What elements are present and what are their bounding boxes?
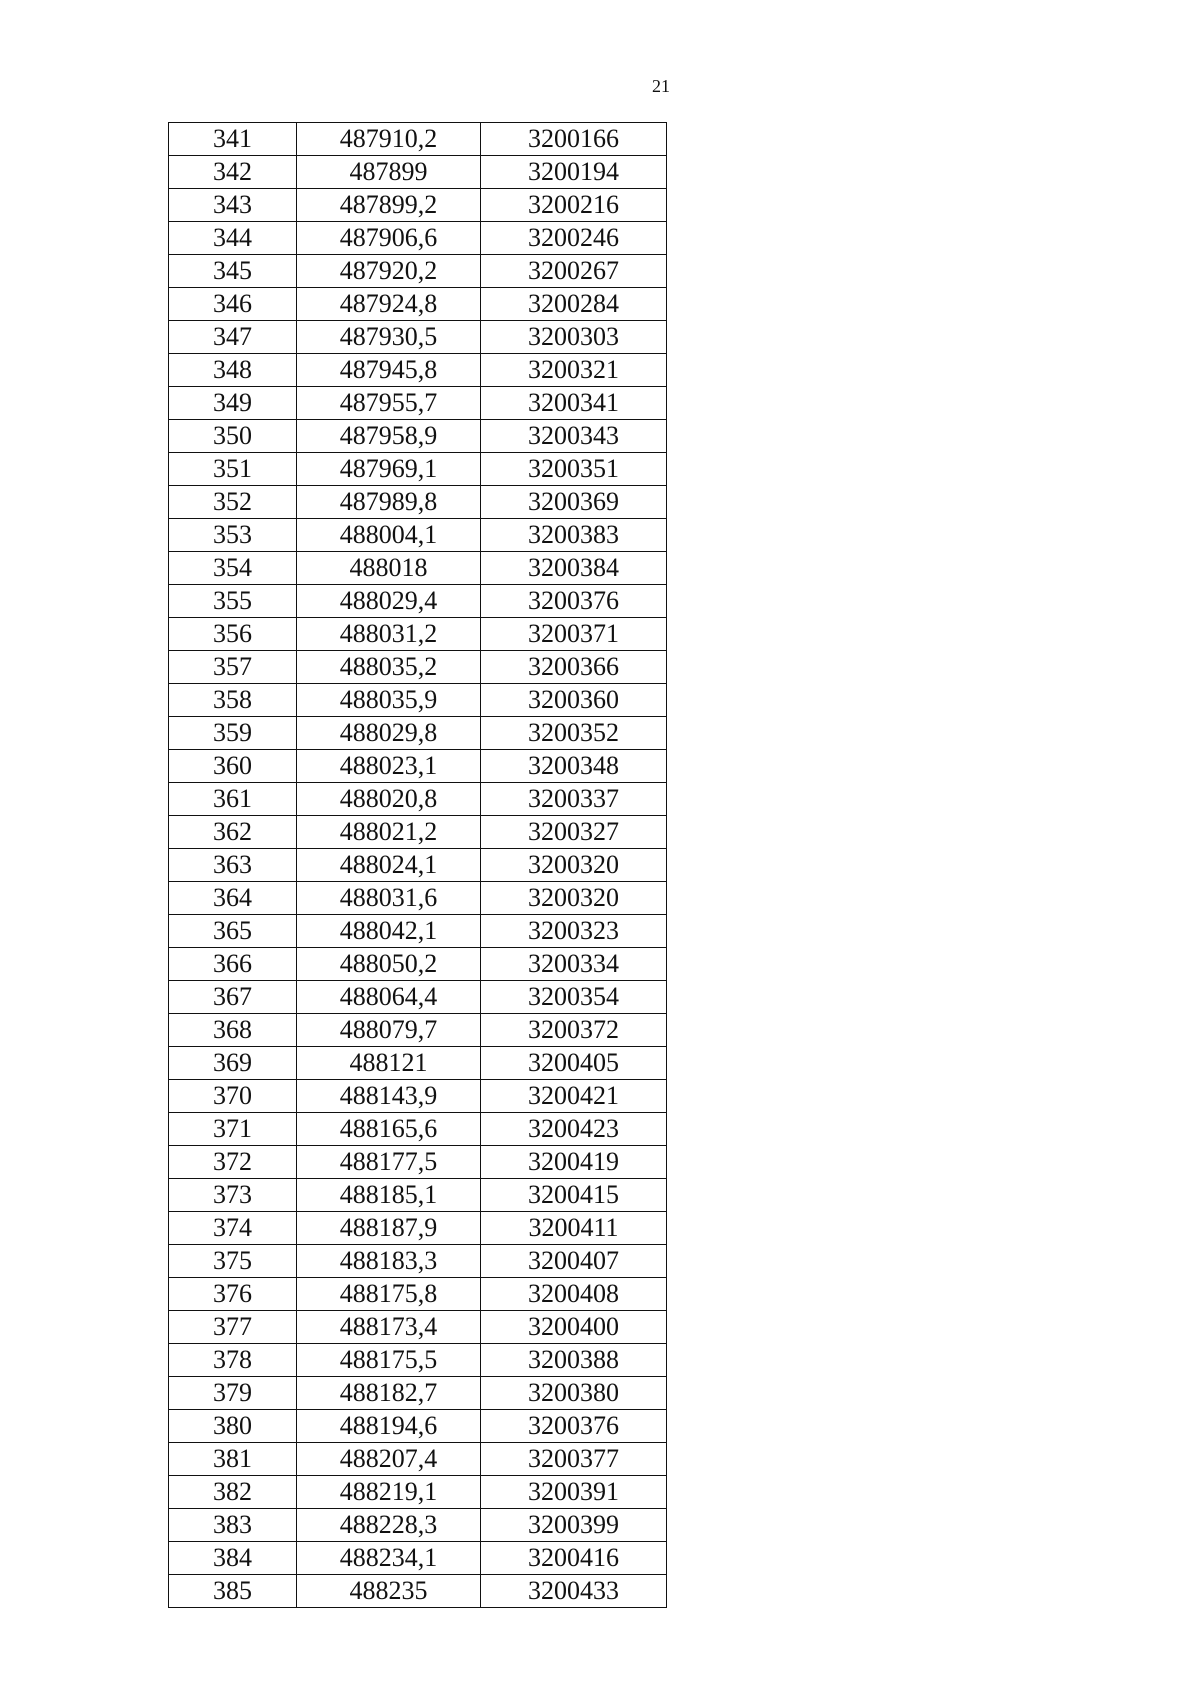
point-number-cell: 350: [169, 420, 297, 453]
point-number-cell: 342: [169, 156, 297, 189]
x-coordinate-cell: 488029,4: [297, 585, 481, 618]
point-number-cell: 375: [169, 1245, 297, 1278]
y-coordinate-cell: 3200337: [481, 783, 667, 816]
point-number-cell: 362: [169, 816, 297, 849]
x-coordinate-cell: 487924,8: [297, 288, 481, 321]
point-number-cell: 381: [169, 1443, 297, 1476]
x-coordinate-cell: 488177,5: [297, 1146, 481, 1179]
x-coordinate-cell: 487899: [297, 156, 481, 189]
table-row: [169, 354, 667, 387]
table-row: [169, 651, 667, 684]
point-number-cell: 368: [169, 1014, 297, 1047]
x-coordinate-cell: 488165,6: [297, 1113, 481, 1146]
y-coordinate-cell: 3200391: [481, 1476, 667, 1509]
x-coordinate-cell: 488121: [297, 1047, 481, 1080]
table-row: [169, 1146, 667, 1179]
y-coordinate-cell: 3200411: [481, 1212, 667, 1245]
y-coordinate-cell: 3200380: [481, 1377, 667, 1410]
table-row: [169, 321, 667, 354]
table-row: [169, 1542, 667, 1575]
x-coordinate-cell: 488021,2: [297, 816, 481, 849]
y-coordinate-cell: 3200369: [481, 486, 667, 519]
x-coordinate-cell: 487945,8: [297, 354, 481, 387]
x-coordinate-cell: 488042,1: [297, 915, 481, 948]
y-coordinate-cell: 3200303: [481, 321, 667, 354]
table-row: [169, 1575, 667, 1608]
table-row: [169, 585, 667, 618]
table-row: [169, 1476, 667, 1509]
table-row: [169, 1344, 667, 1377]
point-number-cell: 341: [169, 123, 297, 156]
point-number-cell: 366: [169, 948, 297, 981]
x-coordinate-cell: 488035,9: [297, 684, 481, 717]
point-number-cell: 353: [169, 519, 297, 552]
point-number-cell: 352: [169, 486, 297, 519]
y-coordinate-cell: 3200400: [481, 1311, 667, 1344]
y-coordinate-cell: 3200320: [481, 849, 667, 882]
table-row: [169, 1179, 667, 1212]
table-row: [169, 1311, 667, 1344]
table-row: [169, 519, 667, 552]
point-number-cell: 346: [169, 288, 297, 321]
point-number-cell: 378: [169, 1344, 297, 1377]
x-coordinate-cell: 488079,7: [297, 1014, 481, 1047]
y-coordinate-cell: 3200216: [481, 189, 667, 222]
point-number-cell: 379: [169, 1377, 297, 1410]
x-coordinate-cell: 487910,2: [297, 123, 481, 156]
point-number-cell: 345: [169, 255, 297, 288]
table-row: [169, 849, 667, 882]
y-coordinate-cell: 3200341: [481, 387, 667, 420]
point-number-cell: 369: [169, 1047, 297, 1080]
y-coordinate-cell: 3200371: [481, 618, 667, 651]
y-coordinate-cell: 3200405: [481, 1047, 667, 1080]
table-row: [169, 156, 667, 189]
y-coordinate-cell: 3200399: [481, 1509, 667, 1542]
table-row: [169, 750, 667, 783]
x-coordinate-cell: 487969,1: [297, 453, 481, 486]
point-number-cell: 359: [169, 717, 297, 750]
x-coordinate-cell: 488173,4: [297, 1311, 481, 1344]
point-number-cell: 347: [169, 321, 297, 354]
point-number-cell: 372: [169, 1146, 297, 1179]
point-number-cell: 370: [169, 1080, 297, 1113]
point-number-cell: 380: [169, 1410, 297, 1443]
table-row: [169, 717, 667, 750]
point-number-cell: 354: [169, 552, 297, 585]
table-row: [169, 1014, 667, 1047]
x-coordinate-cell: 488035,2: [297, 651, 481, 684]
x-coordinate-cell: 488064,4: [297, 981, 481, 1014]
x-coordinate-cell: 488004,1: [297, 519, 481, 552]
y-coordinate-cell: 3200419: [481, 1146, 667, 1179]
table-row: [169, 1377, 667, 1410]
y-coordinate-cell: 3200321: [481, 354, 667, 387]
point-number-cell: 385: [169, 1575, 297, 1608]
point-number-cell: 363: [169, 849, 297, 882]
x-coordinate-cell: 488228,3: [297, 1509, 481, 1542]
y-coordinate-cell: 3200351: [481, 453, 667, 486]
x-coordinate-cell: 488020,8: [297, 783, 481, 816]
y-coordinate-cell: 3200166: [481, 123, 667, 156]
point-number-cell: 343: [169, 189, 297, 222]
x-coordinate-cell: 488031,2: [297, 618, 481, 651]
y-coordinate-cell: 3200343: [481, 420, 667, 453]
x-coordinate-cell: 488031,6: [297, 882, 481, 915]
y-coordinate-cell: 3200376: [481, 1410, 667, 1443]
point-number-cell: 348: [169, 354, 297, 387]
point-number-cell: 374: [169, 1212, 297, 1245]
x-coordinate-cell: 487906,6: [297, 222, 481, 255]
table-row: [169, 816, 667, 849]
y-coordinate-cell: 3200408: [481, 1278, 667, 1311]
y-coordinate-cell: 3200284: [481, 288, 667, 321]
y-coordinate-cell: 3200267: [481, 255, 667, 288]
point-number-cell: 351: [169, 453, 297, 486]
point-number-cell: 357: [169, 651, 297, 684]
y-coordinate-cell: 3200383: [481, 519, 667, 552]
y-coordinate-cell: 3200334: [481, 948, 667, 981]
x-coordinate-cell: 488207,4: [297, 1443, 481, 1476]
table-row: [169, 255, 667, 288]
point-number-cell: 377: [169, 1311, 297, 1344]
x-coordinate-cell: 488024,1: [297, 849, 481, 882]
table-row: [169, 123, 667, 156]
coordinates-table-body: [169, 123, 667, 1608]
x-coordinate-cell: 488235: [297, 1575, 481, 1608]
y-coordinate-cell: 3200384: [481, 552, 667, 585]
y-coordinate-cell: 3200354: [481, 981, 667, 1014]
table-row: [169, 684, 667, 717]
x-coordinate-cell: 488183,3: [297, 1245, 481, 1278]
point-number-cell: 344: [169, 222, 297, 255]
y-coordinate-cell: 3200388: [481, 1344, 667, 1377]
y-coordinate-cell: 3200407: [481, 1245, 667, 1278]
y-coordinate-cell: 3200377: [481, 1443, 667, 1476]
table-row: [169, 552, 667, 585]
y-coordinate-cell: 3200360: [481, 684, 667, 717]
table-row: [169, 948, 667, 981]
x-coordinate-cell: 488185,1: [297, 1179, 481, 1212]
point-number-cell: 367: [169, 981, 297, 1014]
x-coordinate-cell: 488219,1: [297, 1476, 481, 1509]
x-coordinate-cell: 488143,9: [297, 1080, 481, 1113]
coordinates-table: [168, 122, 667, 1608]
y-coordinate-cell: 3200376: [481, 585, 667, 618]
x-coordinate-cell: 488175,5: [297, 1344, 481, 1377]
table-row: [169, 1245, 667, 1278]
x-coordinate-cell: 487989,8: [297, 486, 481, 519]
point-number-cell: 384: [169, 1542, 297, 1575]
y-coordinate-cell: 3200246: [481, 222, 667, 255]
point-number-cell: 376: [169, 1278, 297, 1311]
point-number-cell: 358: [169, 684, 297, 717]
table-row: [169, 387, 667, 420]
table-row: [169, 453, 667, 486]
table-row: [169, 1278, 667, 1311]
table-row: [169, 915, 667, 948]
y-coordinate-cell: 3200421: [481, 1080, 667, 1113]
y-coordinate-cell: 3200416: [481, 1542, 667, 1575]
table-row: [169, 1080, 667, 1113]
y-coordinate-cell: 3200415: [481, 1179, 667, 1212]
x-coordinate-cell: 488194,6: [297, 1410, 481, 1443]
point-number-cell: 360: [169, 750, 297, 783]
y-coordinate-cell: 3200348: [481, 750, 667, 783]
x-coordinate-cell: 487930,5: [297, 321, 481, 354]
table-row: [169, 1410, 667, 1443]
point-number-cell: 383: [169, 1509, 297, 1542]
point-number-cell: 371: [169, 1113, 297, 1146]
y-coordinate-cell: 3200372: [481, 1014, 667, 1047]
x-coordinate-cell: 488023,1: [297, 750, 481, 783]
point-number-cell: 365: [169, 915, 297, 948]
x-coordinate-cell: 488234,1: [297, 1542, 481, 1575]
x-coordinate-cell: 487958,9: [297, 420, 481, 453]
x-coordinate-cell: 488187,9: [297, 1212, 481, 1245]
x-coordinate-cell: 488029,8: [297, 717, 481, 750]
table-row: [169, 189, 667, 222]
y-coordinate-cell: 3200366: [481, 651, 667, 684]
y-coordinate-cell: 3200320: [481, 882, 667, 915]
point-number-cell: 373: [169, 1179, 297, 1212]
x-coordinate-cell: 487955,7: [297, 387, 481, 420]
x-coordinate-cell: 487920,2: [297, 255, 481, 288]
x-coordinate-cell: 487899,2: [297, 189, 481, 222]
table-row: [169, 783, 667, 816]
y-coordinate-cell: 3200194: [481, 156, 667, 189]
point-number-cell: 364: [169, 882, 297, 915]
y-coordinate-cell: 3200423: [481, 1113, 667, 1146]
x-coordinate-cell: 488175,8: [297, 1278, 481, 1311]
table-row: [169, 1443, 667, 1476]
table-row: [169, 1047, 667, 1080]
x-coordinate-cell: 488018: [297, 552, 481, 585]
page-number: 21: [652, 76, 670, 96]
point-number-cell: 356: [169, 618, 297, 651]
table-row: [169, 420, 667, 453]
table-row: [169, 486, 667, 519]
point-number-cell: 361: [169, 783, 297, 816]
y-coordinate-cell: 3200323: [481, 915, 667, 948]
table-row: [169, 1212, 667, 1245]
table-row: [169, 882, 667, 915]
y-coordinate-cell: 3200352: [481, 717, 667, 750]
table-row: [169, 981, 667, 1014]
point-number-cell: 349: [169, 387, 297, 420]
table-row: [169, 618, 667, 651]
table-row: [169, 288, 667, 321]
point-number-cell: 382: [169, 1476, 297, 1509]
table-row: [169, 222, 667, 255]
x-coordinate-cell: 488050,2: [297, 948, 481, 981]
y-coordinate-cell: 3200433: [481, 1575, 667, 1608]
y-coordinate-cell: 3200327: [481, 816, 667, 849]
table-row: [169, 1113, 667, 1146]
point-number-cell: 355: [169, 585, 297, 618]
table-row: [169, 1509, 667, 1542]
x-coordinate-cell: 488182,7: [297, 1377, 481, 1410]
